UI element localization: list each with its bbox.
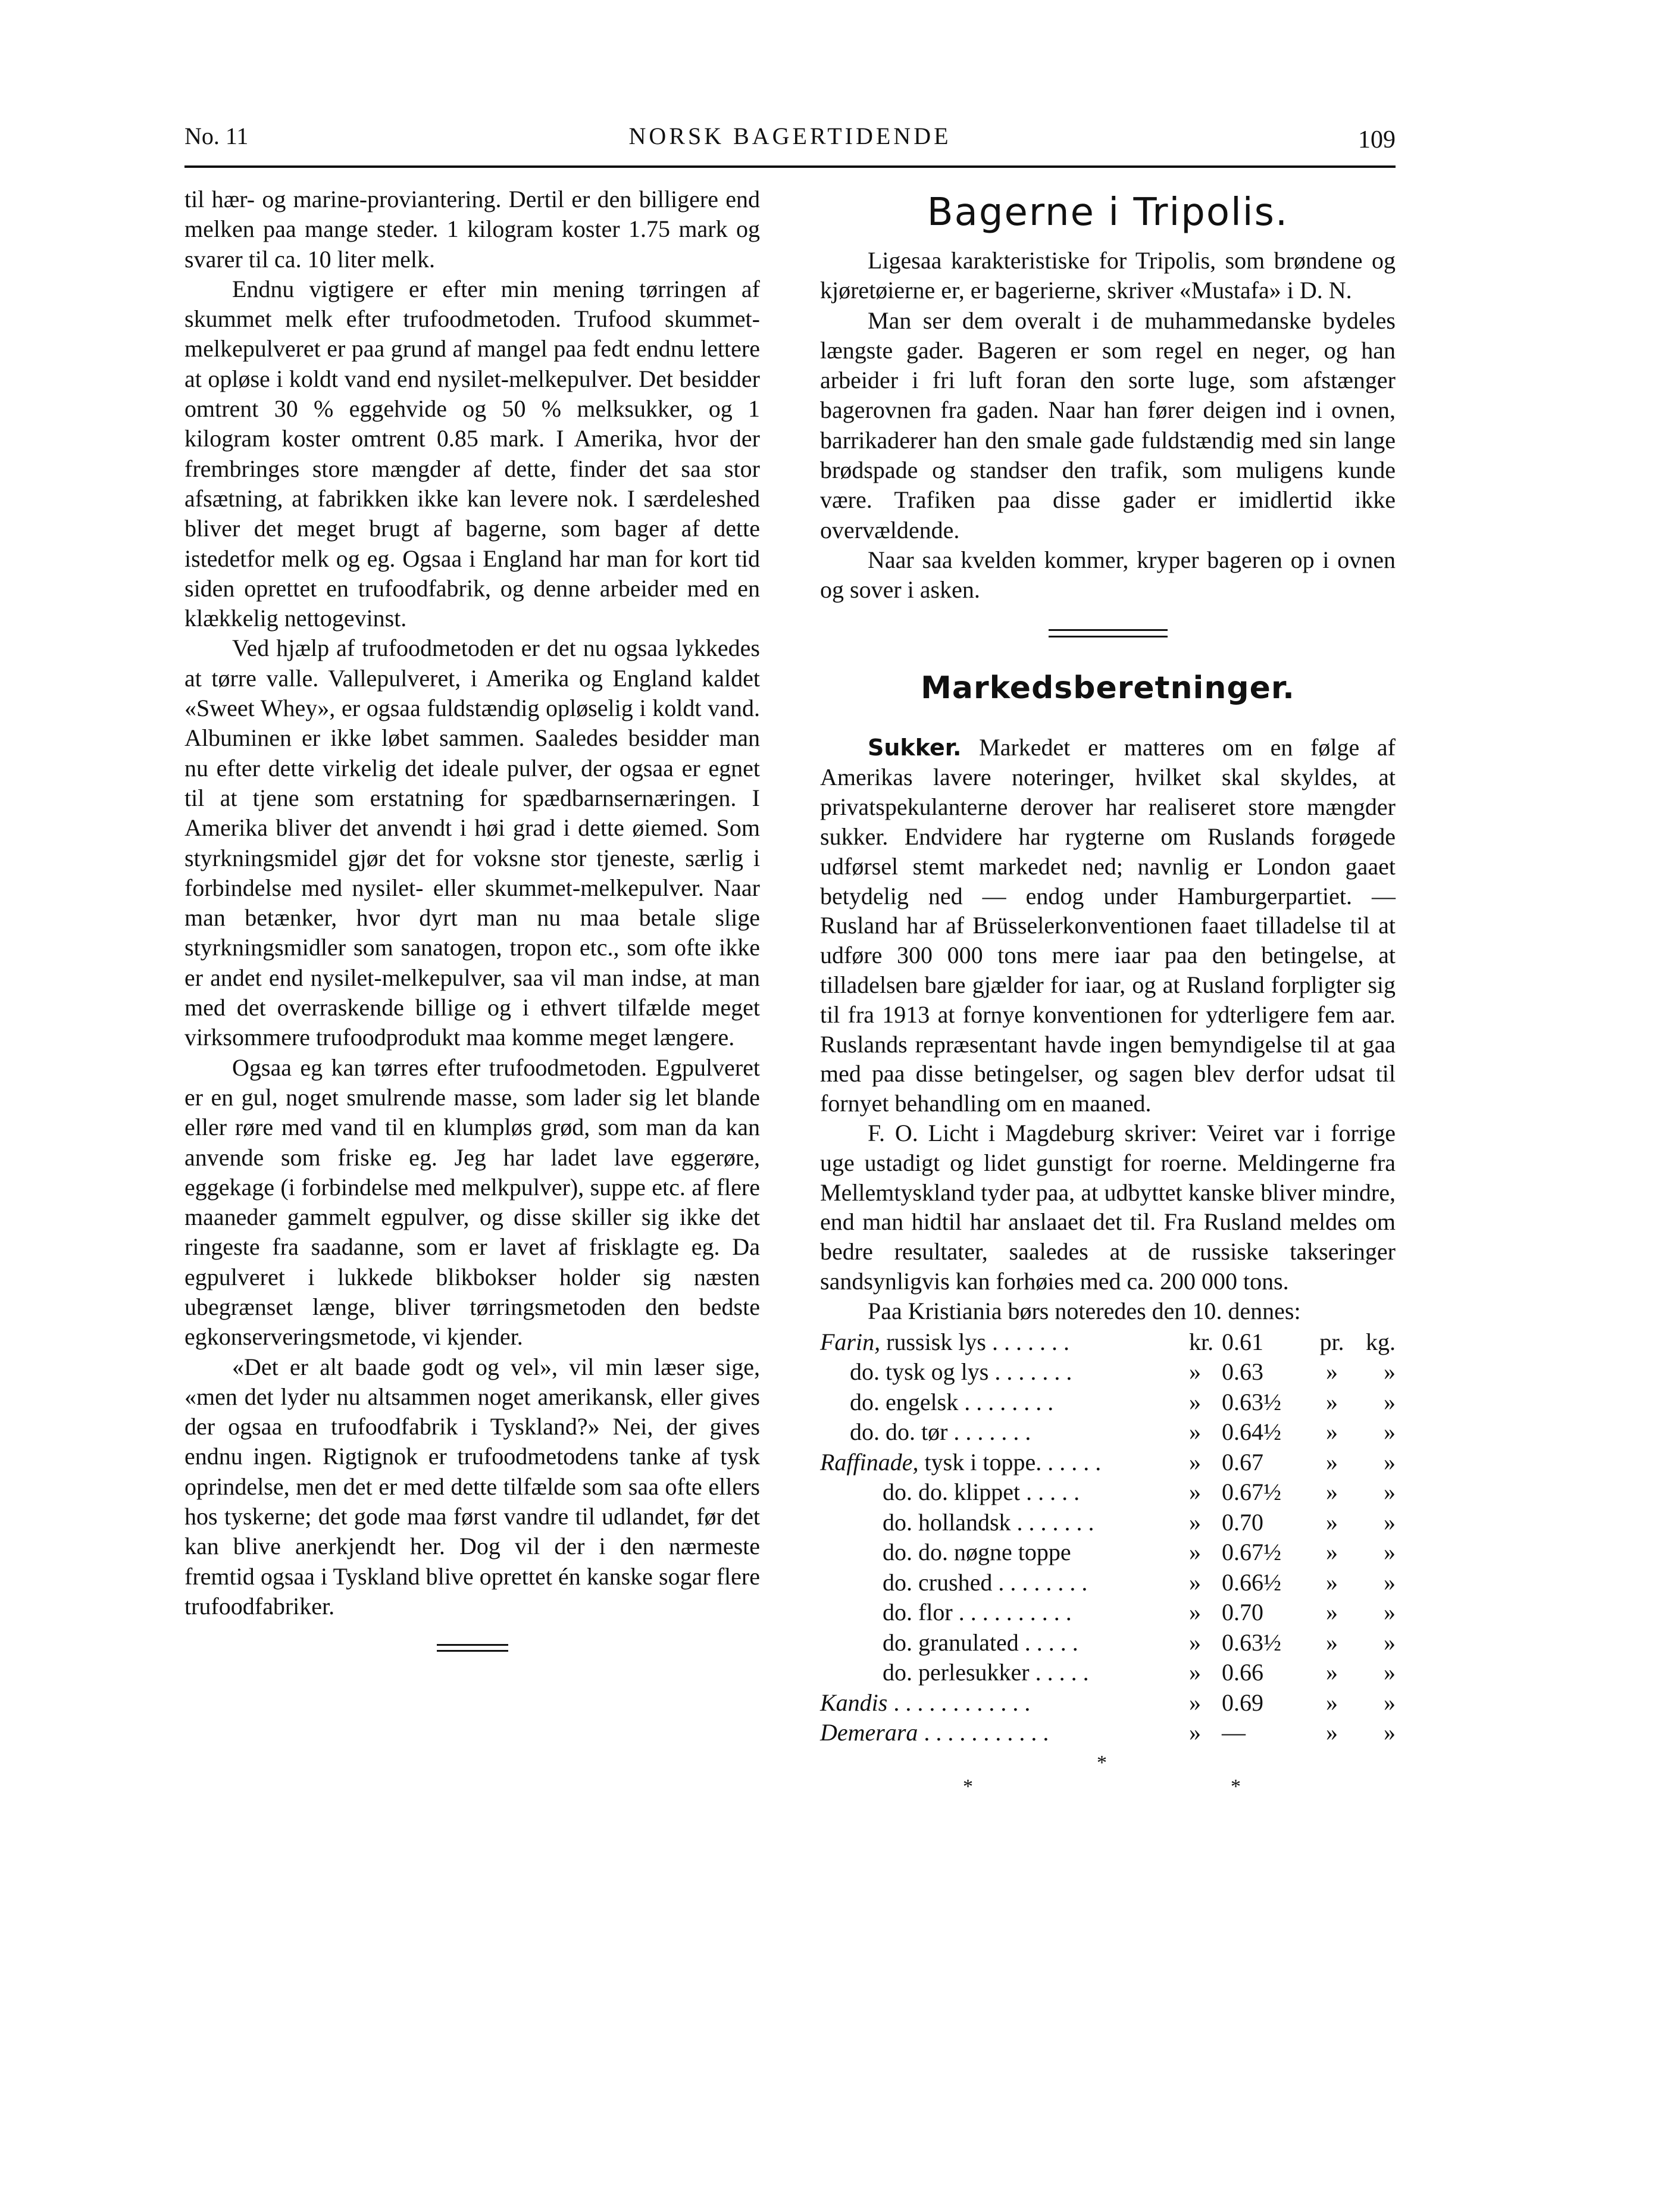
price-item-name	[820, 1327, 1189, 1358]
price-row	[820, 1718, 1396, 1748]
price-per: »	[1326, 1599, 1338, 1626]
price-value: 0.70	[1222, 1599, 1263, 1626]
section-divider	[437, 1644, 508, 1652]
price-item-name	[820, 1598, 1189, 1628]
left-column	[184, 185, 760, 1652]
price-item-category: Demerara	[820, 1719, 918, 1746]
price-value: —	[1222, 1719, 1246, 1746]
price-item-label: do. perlesukker . . . . .	[883, 1659, 1089, 1686]
price-unit: »	[1189, 1418, 1201, 1445]
price-measure: »	[1384, 1358, 1396, 1385]
price-value: 0.63½	[1222, 1629, 1281, 1656]
article-paragraph: til hær- og marine-proviantering. Dertil er den billigere end melken paa mange steder. 1 kilogram koster 1.75 mark og svarer til ca. 10 liter melk.	[184, 186, 760, 273]
price-item-label: do. do. tør . . . . . . .	[850, 1418, 1031, 1445]
price-row	[820, 1688, 1396, 1718]
price-row	[820, 1508, 1396, 1538]
price-measure: »	[1384, 1418, 1396, 1445]
price-measure: »	[1384, 1508, 1396, 1536]
price-measure: »	[1384, 1479, 1396, 1505]
article-paragraph: Endnu vigtigere er efter min mening tørringen af skummet melk efter trufoodmetoden. Trufood skummet-melkepulveret er paa grund af mangel paa fedt endnu lettere at opløse i koldt vand end nysilet-melkepulver. Det besidder omtrent 30 % eggehvide og 50 % melksukker, og 1 kilogram koster omtrent 0.85 mark. I Amerika, hvor der frembringes store mængder af dette, finder det saa stor afsætning, at fabrikken ikke kan levere nok. I særdeleshed bliver det meget brugt af bagerne, som bager af dette istedetfor melk og eg. Ogsaa i England har man for kort tid siden oprettet en trufoodfabrik, og denne arbeider med en klækkelig nettogevinst.	[184, 275, 760, 632]
price-row	[820, 1387, 1396, 1418]
article-paragraph: Ogsaa eg kan tørres efter trufoodmetoden. Egpulveret er en gul, noget smulrende masse, som lader sig let blande eller røre med vand til en klumpløs grød, som man da kan anvende som friske eg. Jeg har ladet lave eggerøre, eggekage (i forbindelse med melkpulver), suppe etc. af flere maaneder gammelt egpulver, og disse skiller sig ikke det ringeste fra saadanne, som er lavet af frisklagte eg. Da egpulveret i lukkede blikbokser holder sig næsten ubegrænset længe, bliver tørringsmetoden den bedste egkonserveringsmetode, vi kjender.	[184, 1054, 760, 1351]
price-value: 0.70	[1222, 1508, 1263, 1536]
price-row	[820, 1417, 1396, 1448]
price-row	[820, 1537, 1396, 1568]
prices-intro: Paa Kristiania børs noteredes den 10. dennes:	[868, 1297, 1301, 1324]
article-paragraph: Ved hjælp af trufoodmetoden er det nu ogsaa lykkedes at tørre valle. Vallepulveret, i Amerika og England kaldet «Sweet Whey», er ogsaa fuldstændig opløselig i koldt vand. Albuminen er ikke løbet sammen. Saaledes besidder man nu efter dette virkelig det ideale pulver, der ogsaa er egnet til at tjene som erstatning for spædbarnsernæringen. I Amerika bliver det anvendt i høi grad i dette øiemed. Som styrkningsmidel gjør det for voksne stor tjeneste, særlig i forbindelse med nysilet- eller skummet-melkepulver. Naar man betænker, hvor dyrt man nu maa betale slige styrkningsmidler som sanatogen, tropon etc., som ofte ikke er andet end nysilet-melkepulver, saa vil man indse, at man med det overraskende billige og i ethvert tilfælde meget virksommere trufoodprodukt maa komme meget længere.	[184, 635, 760, 1051]
page-number: 109	[1358, 126, 1396, 154]
price-item-category: Raffinade,	[820, 1448, 919, 1476]
price-item-name	[820, 1508, 1189, 1538]
price-per: »	[1326, 1448, 1338, 1476]
price-item-name	[820, 1628, 1189, 1658]
price-item-name	[820, 1477, 1189, 1508]
tripolis-paragraph: Naar saa kvelden kommer, kryper bageren op i ovnen og sover i asken.	[820, 546, 1396, 604]
price-row	[820, 1448, 1396, 1478]
price-item-name	[820, 1537, 1189, 1568]
price-item-name	[820, 1448, 1189, 1478]
price-value: 0.64½	[1222, 1418, 1281, 1445]
price-row	[820, 1598, 1396, 1628]
price-item-category: Kandis	[820, 1689, 888, 1716]
sukker-label: Sukker.	[868, 734, 962, 761]
price-item-label: do. hollandsk . . . . . . .	[883, 1508, 1094, 1536]
price-per: »	[1326, 1659, 1338, 1686]
price-per: »	[1326, 1358, 1338, 1385]
journal-title: NORSK BAGERTIDENDE	[628, 123, 952, 149]
right-column	[820, 185, 1396, 1802]
price-measure: »	[1384, 1388, 1396, 1415]
price-item-label: do. engelsk . . . . . . . .	[850, 1388, 1054, 1415]
price-table	[820, 1327, 1396, 1748]
price-item-label: . . . . . . . . . . .	[918, 1719, 1049, 1746]
price-value: 0.61	[1222, 1328, 1263, 1355]
price-item-name	[820, 1718, 1189, 1748]
price-value: 0.63½	[1222, 1388, 1281, 1415]
price-unit: »	[1189, 1568, 1201, 1596]
price-unit: »	[1189, 1448, 1201, 1476]
price-unit: »	[1189, 1479, 1201, 1505]
price-value: 0.67½	[1222, 1539, 1281, 1565]
price-measure: kg.	[1366, 1328, 1396, 1355]
price-measure: »	[1384, 1719, 1396, 1746]
price-value: 0.63	[1222, 1358, 1263, 1385]
price-item-name	[820, 1357, 1189, 1387]
price-per: »	[1326, 1418, 1338, 1445]
price-measure: »	[1384, 1448, 1396, 1476]
price-item-label: russisk lys . . . . . . .	[880, 1328, 1069, 1355]
price-per: »	[1326, 1689, 1338, 1716]
star-mark: *	[963, 1775, 973, 1798]
market-title: Markedsberetninger.	[921, 670, 1295, 706]
tripolis-paragraph: Man ser dem overalt i de muhammedanske bydeles længste gader. Bageren er som regel en neger, og han arbeider i fri luft foran den sorte luge, som afstænger bagerovnen fra gaden. Naar han fører deigen ind i ovnen, barrikaderer han den smale gade fuldstændig med sin lange brødspade og standser den trafik, som muligens kunde være. Trafiken paa disse gader er imidlertid ikke overvældende.	[820, 307, 1396, 543]
stars-divider	[820, 1748, 1396, 1802]
price-row	[820, 1628, 1396, 1658]
tripolis-title: Bagerne i Tripolis.	[927, 190, 1289, 235]
price-item-label: do. granulated . . . . .	[883, 1629, 1078, 1656]
price-per: »	[1326, 1388, 1338, 1415]
price-value: 0.67	[1222, 1448, 1263, 1476]
section-divider	[1049, 629, 1168, 637]
price-item-name	[820, 1387, 1189, 1418]
price-unit: »	[1189, 1629, 1201, 1656]
price-measure: »	[1384, 1599, 1396, 1626]
price-measure: »	[1384, 1539, 1396, 1565]
price-row	[820, 1327, 1396, 1358]
price-item-name	[820, 1417, 1189, 1448]
issue-number: No. 11	[184, 123, 249, 149]
star-mark: *	[1097, 1751, 1107, 1774]
licht-paragraph: F. O. Licht i Magdeburg skriver: Veiret var i forrige uge ustadigt og lidet gunstigt for roerne. Meldingerne fra Mellemtyskland tyder paa, at udbyttet kanske bliver mindre, end man hidtil har anslaaet det til. Fra Rusland meldes om bedre resultater, saaledes at de russiske takseringer sandsynligvis kan forhøies med ca. 200 000 tons.	[820, 1119, 1396, 1295]
price-measure: »	[1384, 1689, 1396, 1716]
price-row	[820, 1477, 1396, 1508]
price-item-label: tysk i toppe. . . . . .	[918, 1448, 1102, 1476]
price-unit: »	[1189, 1659, 1201, 1686]
price-row	[820, 1568, 1396, 1598]
price-per: pr.	[1319, 1328, 1344, 1355]
price-unit: »	[1189, 1358, 1201, 1385]
article-paragraph: «Det er alt baade godt og vel», vil min læser sige, «men det lyder nu altsammen noget amerikansk, eller gives der ogsaa en trufoodfabrik i Tyskland?» Nei, der gives endnu ingen. Rigtignok er trufoodmetodens tanke af tysk oprindelse, men det er med dette tilfælde som saa ofte ellers hos tyskerne; det gode maa først vandre til udlandet, før det kan blive anerkjendt her. Dog vil der i den nærmeste fremtid ogsaa i Tyskland blive oprettet én kanske sogar flere trufoodfabriker.	[184, 1353, 760, 1620]
price-per: »	[1326, 1719, 1338, 1746]
price-unit: »	[1189, 1689, 1201, 1716]
price-item-label: do. do. klippet . . . . .	[883, 1479, 1080, 1505]
price-per: »	[1326, 1508, 1338, 1536]
price-value: 0.69	[1222, 1689, 1263, 1716]
price-row	[820, 1357, 1396, 1387]
price-per: »	[1326, 1479, 1338, 1505]
sukker-text: Markedet er matteres om en følge af Amerikas lavere noteringer, hvilket skal skyldes, at privatspekulanterne derover har realiseret store mængder sukker. Endvidere har rygterne om Ruslands forøgede udførsel stemt markedet ned; navnlig er London gaaet betydelig ned — endog under Hamburgerpartiet. — Rusland har af Brüsselerkonventionen faaet tilladelse til at udføre 300 000 tons mere iaar paa den betingelse, at tilladelsen bare gjælder for iaar, og at Rusland forpligter sig til fra 1913 at fornye konventionen for ydterligere fem aar. Ruslands repræsentant havde ingen bemyndigelse til at gaa med paa disse betingelser, og sagen blev derfor udsat til fornyet behandling om en maaned.	[820, 733, 1396, 1117]
price-unit: »	[1189, 1388, 1201, 1415]
price-measure: »	[1384, 1659, 1396, 1686]
price-item-label: do. crushed . . . . . . . .	[883, 1568, 1088, 1596]
price-row	[820, 1658, 1396, 1688]
header-rule	[184, 165, 1396, 168]
price-item-name	[820, 1568, 1189, 1598]
price-item-name	[820, 1658, 1189, 1688]
price-item-category: Farin,	[820, 1328, 881, 1355]
price-value: 0.67½	[1222, 1479, 1281, 1505]
price-unit: kr.	[1189, 1328, 1214, 1355]
price-item-label: . . . . . . . . . . . .	[887, 1689, 1031, 1716]
tripolis-paragraph: Ligesaa karakteristiske for Tripolis, som brøndene og kjøretøierne er, er bagerierne, skriver «Mustafa» i D. N.	[820, 247, 1396, 304]
price-item-label: do. flor . . . . . . . . . .	[883, 1599, 1072, 1626]
page-header	[184, 122, 1396, 159]
price-unit: »	[1189, 1508, 1201, 1536]
price-per: »	[1326, 1539, 1338, 1565]
price-unit: »	[1189, 1539, 1201, 1565]
price-unit: »	[1189, 1599, 1201, 1626]
price-unit: »	[1189, 1719, 1201, 1746]
price-per: »	[1326, 1568, 1338, 1596]
sukker-paragraph	[820, 733, 1396, 1118]
star-mark: *	[1231, 1775, 1241, 1798]
price-value: 0.66½	[1222, 1568, 1281, 1596]
price-measure: »	[1384, 1568, 1396, 1596]
price-item-label: do. tysk og lys . . . . . . .	[850, 1358, 1072, 1385]
price-measure: »	[1384, 1629, 1396, 1656]
price-value: 0.66	[1222, 1659, 1263, 1686]
price-item-name	[820, 1688, 1189, 1718]
price-item-label: do. do. nøgne toppe	[883, 1539, 1071, 1565]
price-per: »	[1326, 1629, 1338, 1656]
